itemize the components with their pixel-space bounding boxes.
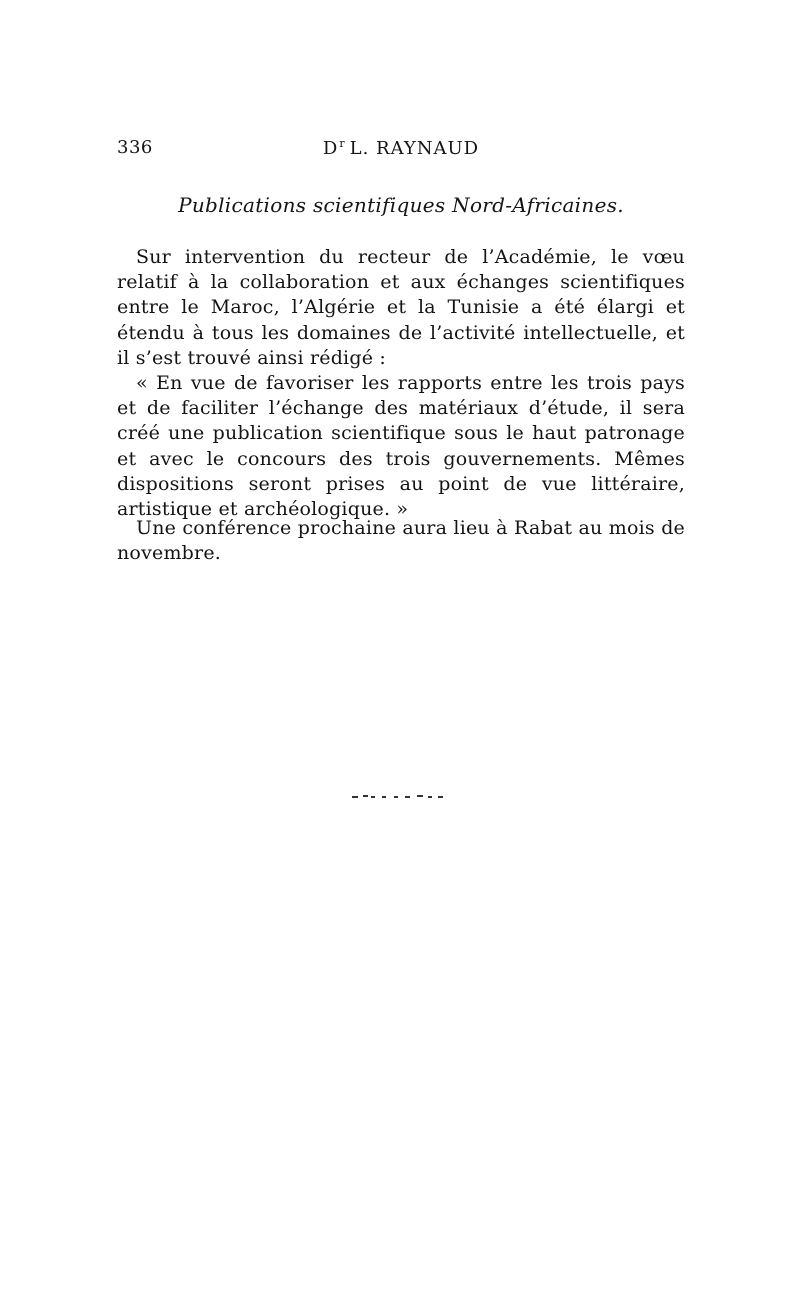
page-number: 336 [117, 137, 153, 158]
body-conclusion [117, 516, 685, 566]
paragraph-quotation: « En vue de favoriser les rapports entre les trois pays et de faciliter l’échange des matériaux d’étude, il sera créé une publication scientifique sous le haut patronage et avec le concours des trois gouvernements. Mêmes dispositions seront prises au point de vue littéraire, artistique et archéologique. » [117, 372, 685, 521]
ornament-svg [350, 792, 446, 800]
section-title: Publications scientifiques Nord-Africaines. [178, 193, 624, 217]
running-head [117, 137, 685, 163]
body-paragraphs [117, 245, 685, 522]
paragraph-conference: Une conférence prochaine aura lieu à Rabat au mois de novembre. [117, 517, 685, 565]
header-author [117, 137, 685, 159]
author-name: L. RAYNAUD [349, 138, 480, 159]
author-prefix: D [322, 138, 339, 159]
paragraph-intervention: Sur intervention du recteur de l’Académie, le vœu relatif à la collaboration et aux échanges scientifiques entre le Maroc, l’Algérie et la Tunisie a été élargi et étendu à tous les domaines de l’activité intellectuelle, et il s’est trouvé ainsi rédigé : [117, 246, 685, 369]
author-superscript: r [339, 137, 346, 150]
dashed-rule-ornament-icon [350, 792, 446, 800]
